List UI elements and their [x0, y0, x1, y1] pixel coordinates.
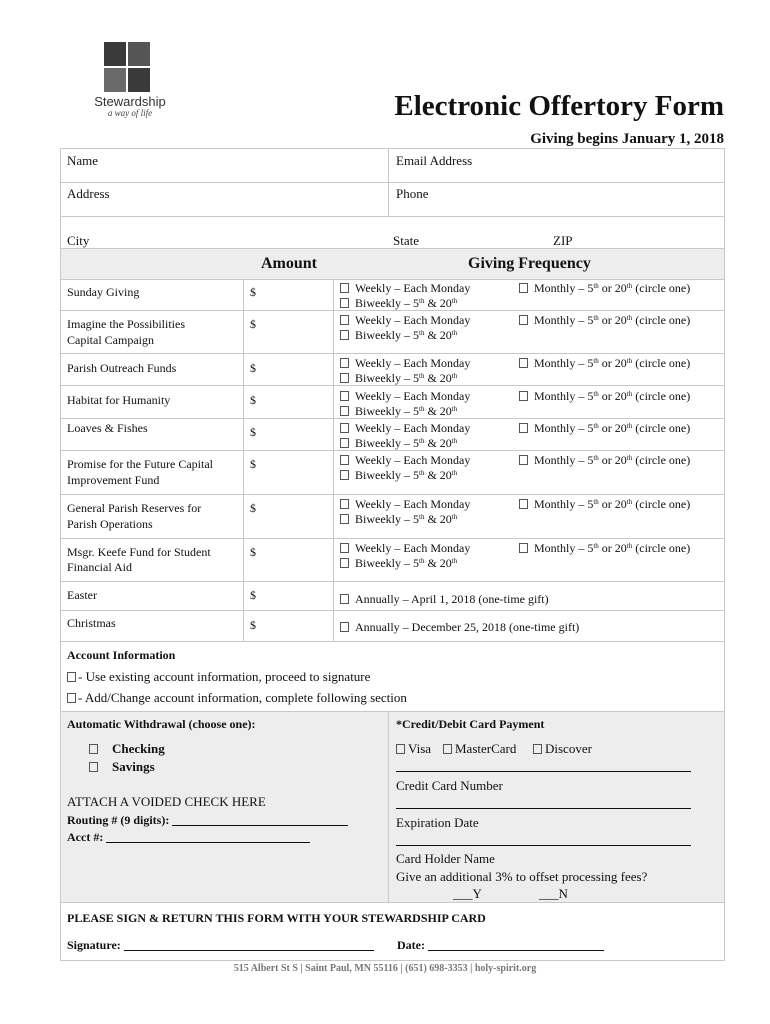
checkbox-icon[interactable] — [340, 373, 349, 383]
checkbox-icon[interactable] — [340, 499, 349, 509]
checkbox-icon[interactable] — [340, 330, 349, 340]
checking-option[interactable]: Checking — [89, 741, 165, 757]
logo-tagline: a way of life — [107, 108, 153, 118]
currency-sign: $ — [250, 317, 256, 331]
checkbox-icon[interactable] — [519, 283, 528, 293]
form-subtitle: Giving begins January 1, 2018 — [530, 131, 724, 147]
biweekly-option[interactable]: Biweekly – 5th & 20th — [340, 296, 457, 311]
card-number-line[interactable] — [396, 771, 691, 772]
checkbox-icon[interactable] — [340, 406, 349, 416]
checkbox-icon[interactable] — [340, 438, 349, 448]
stewardship-logo — [90, 42, 170, 120]
fund-label: Parish Outreach Funds — [67, 361, 177, 375]
column-header-bg — [61, 249, 724, 279]
currency-sign: $ — [250, 588, 256, 602]
card-payment-heading: *Credit/Debit Card Payment — [396, 717, 545, 731]
checkbox-icon[interactable] — [443, 744, 452, 754]
weekly-option[interactable]: Weekly – Each Monday — [340, 541, 470, 556]
fund-label: Promise for the Future Capital — [67, 457, 213, 471]
footer-contact: 515 Albert St S | Saint Paul, MN 55116 | (651) 698-3353 | holy-spirit.org — [233, 963, 537, 974]
phone-label: Phone — [396, 186, 429, 201]
checkbox-icon[interactable] — [340, 391, 349, 401]
checkbox-icon[interactable] — [340, 558, 349, 568]
biweekly-option[interactable]: Biweekly – 5th & 20th — [340, 556, 457, 571]
name-label: Name — [67, 153, 99, 168]
checkbox-icon[interactable] — [340, 423, 349, 433]
amount-column-header: Amount — [261, 255, 318, 272]
fund-label-line2: Financial Aid — [67, 560, 132, 574]
fund-label: Habitat for Humanity — [67, 393, 171, 407]
email-label: Email Address — [396, 153, 473, 168]
weekly-option[interactable]: Weekly – Each Monday — [340, 389, 470, 404]
processing-fee-question: Give an additional 3% to offset processing fees? — [396, 869, 648, 884]
fee-no-option[interactable]: ___N — [539, 886, 568, 901]
zip-label: ZIP — [553, 233, 573, 248]
monthly-option[interactable]: Monthly – 5th or 20th (circle one) — [519, 421, 690, 436]
checkbox-icon[interactable] — [340, 470, 349, 480]
monthly-option[interactable]: Monthly – 5th or 20th (circle one) — [519, 497, 690, 512]
mastercard-option[interactable]: MasterCard — [443, 741, 516, 757]
sign-return-heading: PLEASE SIGN & RETURN THIS FORM WITH YOUR STEWARDSHIP CARD — [67, 911, 486, 925]
checkbox-icon[interactable] — [396, 744, 405, 754]
biweekly-option[interactable]: Biweekly – 5th & 20th — [340, 512, 457, 527]
checkbox-icon[interactable] — [519, 315, 528, 325]
biweekly-option[interactable]: Biweekly – 5th & 20th — [340, 436, 457, 451]
checkbox-icon[interactable] — [519, 543, 528, 553]
fund-label: Imagine the Possibilities — [67, 317, 185, 331]
biweekly-option[interactable]: Biweekly – 5th & 20th — [340, 468, 457, 483]
fund-label-line2: Improvement Fund — [67, 473, 160, 487]
state-label: State — [393, 233, 419, 248]
checkbox-icon[interactable] — [89, 744, 98, 754]
fund-label: General Parish Reserves for — [67, 501, 202, 515]
monthly-option[interactable]: Monthly – 5th or 20th (circle one) — [519, 356, 690, 371]
frequency-column-header: Giving Frequency — [468, 255, 591, 272]
fund-label-line2: Parish Operations — [67, 517, 153, 531]
weekly-option[interactable]: Weekly – Each Monday — [340, 453, 470, 468]
card-number-label: Credit Card Number — [396, 778, 503, 793]
checkbox-icon[interactable] — [340, 298, 349, 308]
checkbox-icon[interactable] — [67, 672, 76, 682]
fund-label: Easter — [67, 588, 97, 602]
monthly-option[interactable]: Monthly – 5th or 20th (circle one) — [519, 453, 690, 468]
monthly-option[interactable]: Monthly – 5th or 20th (circle one) — [519, 389, 690, 404]
checkbox-icon[interactable] — [340, 514, 349, 524]
offertory-form — [60, 148, 725, 961]
city-label: City — [67, 233, 90, 248]
add-change-option[interactable]: - Add/Change account information, complete following section — [67, 690, 407, 706]
biweekly-option[interactable]: Biweekly – 5th & 20th — [340, 328, 457, 343]
use-existing-option[interactable]: - Use existing account information, proceed to signature — [67, 669, 370, 685]
monthly-option[interactable]: Monthly – 5th or 20th (circle one) — [519, 541, 690, 556]
checkbox-icon[interactable] — [533, 744, 542, 754]
currency-sign: $ — [250, 501, 256, 515]
checkbox-icon[interactable] — [340, 283, 349, 293]
expiration-line[interactable] — [396, 808, 691, 809]
discover-option[interactable]: Discover — [533, 741, 592, 757]
checkbox-icon[interactable] — [67, 693, 76, 703]
signature-field[interactable]: Signature: — [67, 938, 374, 953]
annual-option[interactable]: Annually – December 25, 2018 (one-time gift) — [340, 620, 579, 635]
weekly-option[interactable]: Weekly – Each Monday — [340, 356, 470, 371]
checkbox-icon[interactable] — [519, 423, 528, 433]
checkbox-icon[interactable] — [340, 543, 349, 553]
savings-option[interactable]: Savings — [89, 759, 155, 775]
currency-sign: $ — [250, 618, 256, 632]
checkbox-icon[interactable] — [89, 762, 98, 772]
checkbox-icon[interactable] — [340, 358, 349, 368]
weekly-option[interactable]: Weekly – Each Monday — [340, 281, 470, 296]
holder-name-label: Card Holder Name — [396, 851, 495, 866]
checkbox-icon[interactable] — [340, 594, 349, 604]
form-title: Electronic Offertory Form — [394, 90, 724, 122]
logo-name: Stewardship — [94, 94, 166, 109]
expiration-label: Expiration Date — [396, 815, 479, 830]
visa-option[interactable]: Visa — [396, 741, 431, 757]
currency-sign: $ — [250, 425, 256, 439]
monthly-option[interactable]: Monthly – 5th or 20th (circle one) — [519, 313, 690, 328]
account-number-field[interactable]: Acct #: — [67, 830, 310, 845]
fund-label: Msgr. Keefe Fund for Student — [67, 545, 211, 559]
checkbox-icon[interactable] — [519, 358, 528, 368]
currency-sign: $ — [250, 545, 256, 559]
logo-mark-icon — [104, 42, 150, 92]
currency-sign: $ — [250, 457, 256, 471]
checkbox-icon[interactable] — [519, 391, 528, 401]
checkbox-icon[interactable] — [519, 499, 528, 509]
checkbox-icon[interactable] — [340, 315, 349, 325]
address-label: Address — [67, 186, 110, 201]
fund-label: Sunday Giving — [67, 285, 140, 299]
withdrawal-heading: Automatic Withdrawal (choose one): — [67, 717, 256, 731]
fee-yes-option[interactable]: ___Y — [453, 886, 482, 901]
account-info-heading: Account Information — [67, 648, 176, 662]
date-field[interactable]: Date: — [397, 938, 604, 953]
checkbox-icon[interactable] — [340, 622, 349, 632]
routing-field[interactable]: Routing # (9 digits): — [67, 813, 348, 828]
currency-sign: $ — [250, 393, 256, 407]
annual-option[interactable]: Annually – April 1, 2018 (one-time gift) — [340, 592, 549, 607]
holder-name-line[interactable] — [396, 845, 691, 846]
biweekly-option[interactable]: Biweekly – 5th & 20th — [340, 404, 457, 419]
monthly-option[interactable]: Monthly – 5th or 20th (circle one) — [519, 281, 690, 296]
checkbox-icon[interactable] — [519, 455, 528, 465]
currency-sign: $ — [250, 361, 256, 375]
fund-label: Loaves & Fishes — [67, 421, 148, 435]
attach-check-note: ATTACH A VOIDED CHECK HERE — [67, 794, 266, 809]
currency-sign: $ — [250, 285, 256, 299]
fund-label: Christmas — [67, 616, 116, 630]
checkbox-icon[interactable] — [340, 455, 349, 465]
weekly-option[interactable]: Weekly – Each Monday — [340, 497, 470, 512]
weekly-option[interactable]: Weekly – Each Monday — [340, 421, 470, 436]
fund-label-line2: Capital Campaign — [67, 333, 154, 347]
weekly-option[interactable]: Weekly – Each Monday — [340, 313, 470, 328]
biweekly-option[interactable]: Biweekly – 5th & 20th — [340, 371, 457, 386]
